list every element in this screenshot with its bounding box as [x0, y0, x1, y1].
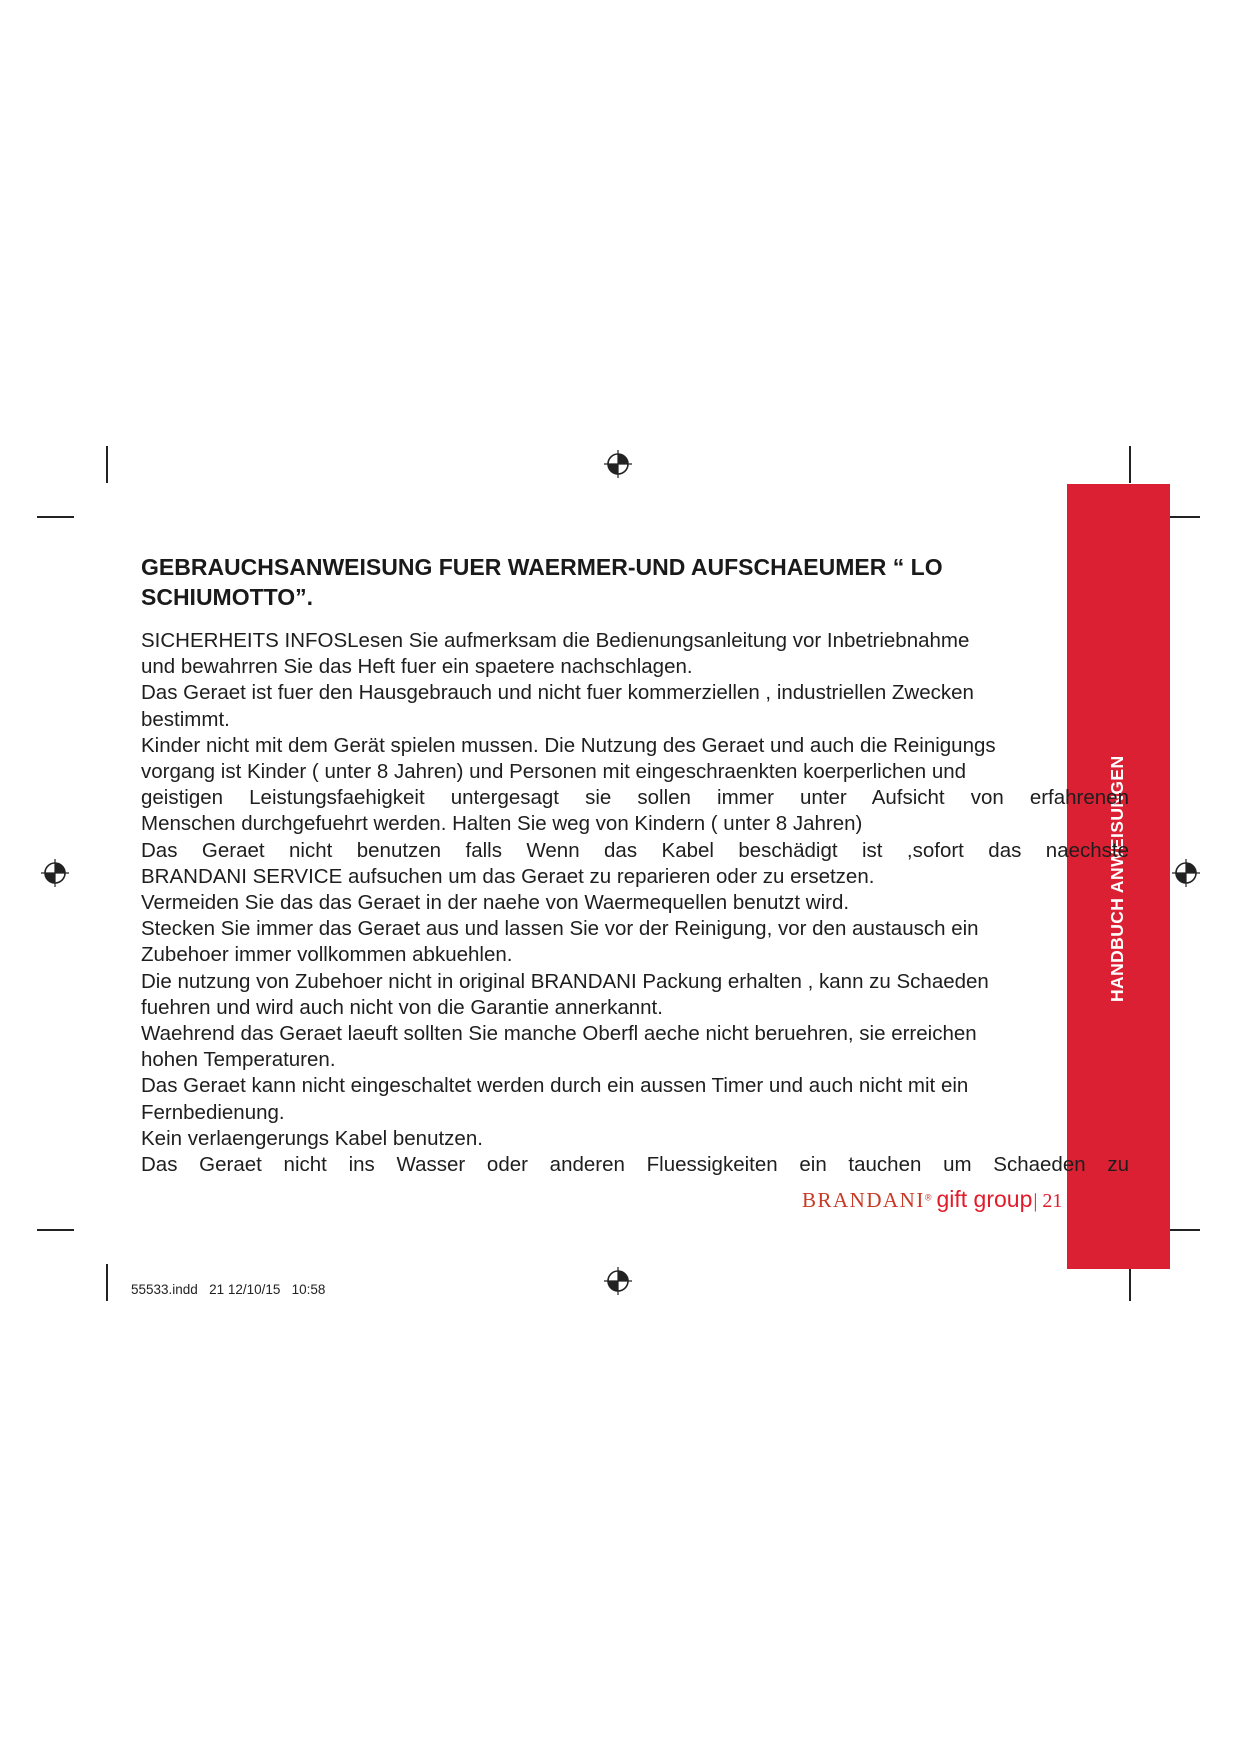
registration-mark-icon [603, 1266, 633, 1296]
crop-mark [37, 1229, 74, 1231]
registration-mark-icon [603, 449, 633, 479]
text-line: Zubehoer immer vollkommen abkuehlen. [141, 943, 513, 967]
text-line: hohen Temperaturen. [141, 1048, 336, 1072]
text-line: Waehrend das Geraet laeuft sollten Sie manche Oberfl aeche nicht beruehren, sie erreichen [141, 1022, 977, 1046]
text-line: fuehren und wird auch nicht von die Garantie annerkannt. [141, 995, 663, 1019]
text-line: Das Geraet ist fuer den Hausgebrauch und nicht fuer kommerziellen , industriellen Zwecken [141, 681, 974, 705]
brand-tagline: gift group [936, 1186, 1033, 1212]
text-line: Stecken Sie immer das Geraet aus und lassen Sie vor der Reinigung, vor den austausch ein [141, 917, 979, 941]
text-line: Das Geraet nicht ins Wasser oder anderen Fluessigkeiten ein tauchen um Schaeden zu [141, 1153, 1129, 1177]
crop-mark [1129, 1264, 1131, 1301]
crop-mark [106, 1264, 108, 1301]
text-line: Fernbedienung. [141, 1100, 285, 1124]
text-line: Das Geraet nicht benutzen falls Wenn das Kabel beschädigt ist ,sofort das naechste [141, 838, 1129, 862]
text-line: SICHERHEITS INFOSLesen Sie aufmerksam die Bedienungsanleitung vor Inbetriebnahme [141, 629, 970, 652]
text-line: und bewahrren Sie das Heft fuer ein spaetere nachschlagen. [141, 655, 693, 679]
text-line: Kinder nicht mit dem Gerät spielen mussen. Die Nutzung des Geraet und auch die Reinigungs [141, 733, 996, 757]
page-title: GEBRAUCHSANWEISUNG FUER WAERMER-UND AUFSCHAEUMER “ LO SCHIUMOTTO”. [141, 554, 943, 610]
registered-mark: ® [924, 1192, 932, 1203]
crop-mark [106, 446, 108, 483]
print-slug: 55533.indd 21 12/10/15 10:58 [131, 1282, 326, 1297]
side-tab-label: HANDBUCH ANWEISUNGEN [1107, 755, 1127, 1002]
text-line: geistigen Leistungsfaehigkeit untergesagt sie sollen immer unter Aufsicht von erfahrenen [141, 786, 1129, 810]
registration-mark-icon [1171, 858, 1201, 888]
crop-mark [1129, 446, 1131, 483]
text-line: bestimmt. [141, 707, 230, 731]
text-line: BRANDANI SERVICE aufsuchen um das Geraet zu reparieren oder zu ersetzen. [141, 864, 875, 888]
brand-logo [802, 1186, 1062, 1213]
text-line: Vermeiden Sie das das Geraet in der naehe von Waermequellen benutzt wird. [141, 891, 850, 915]
text-line: vorgang ist Kinder ( unter 8 Jahren) und Personen mit eingeschraenkten koerperlichen und [141, 760, 967, 784]
body-text [141, 628, 1129, 1178]
registration-mark-icon [40, 858, 70, 888]
text-line: Das Geraet kann nicht eingeschaltet werden durch ein aussen Timer und auch nicht mit ein [141, 1074, 969, 1098]
crop-mark [37, 516, 74, 518]
text-line: Menschen durchgefuehrt werden. Halten Sie weg von Kindern ( unter 8 Jahren) [141, 812, 863, 836]
text-line: Die nutzung von Zubehoer nicht in original BRANDANI Packung erhalten , kann zu Schaeden [141, 969, 989, 993]
text-line: Kein verlaengerungs Kabel benutzen. [141, 1126, 483, 1150]
brand-name: BRANDANI [802, 1188, 925, 1212]
page-number: | 21 [1033, 1190, 1063, 1212]
